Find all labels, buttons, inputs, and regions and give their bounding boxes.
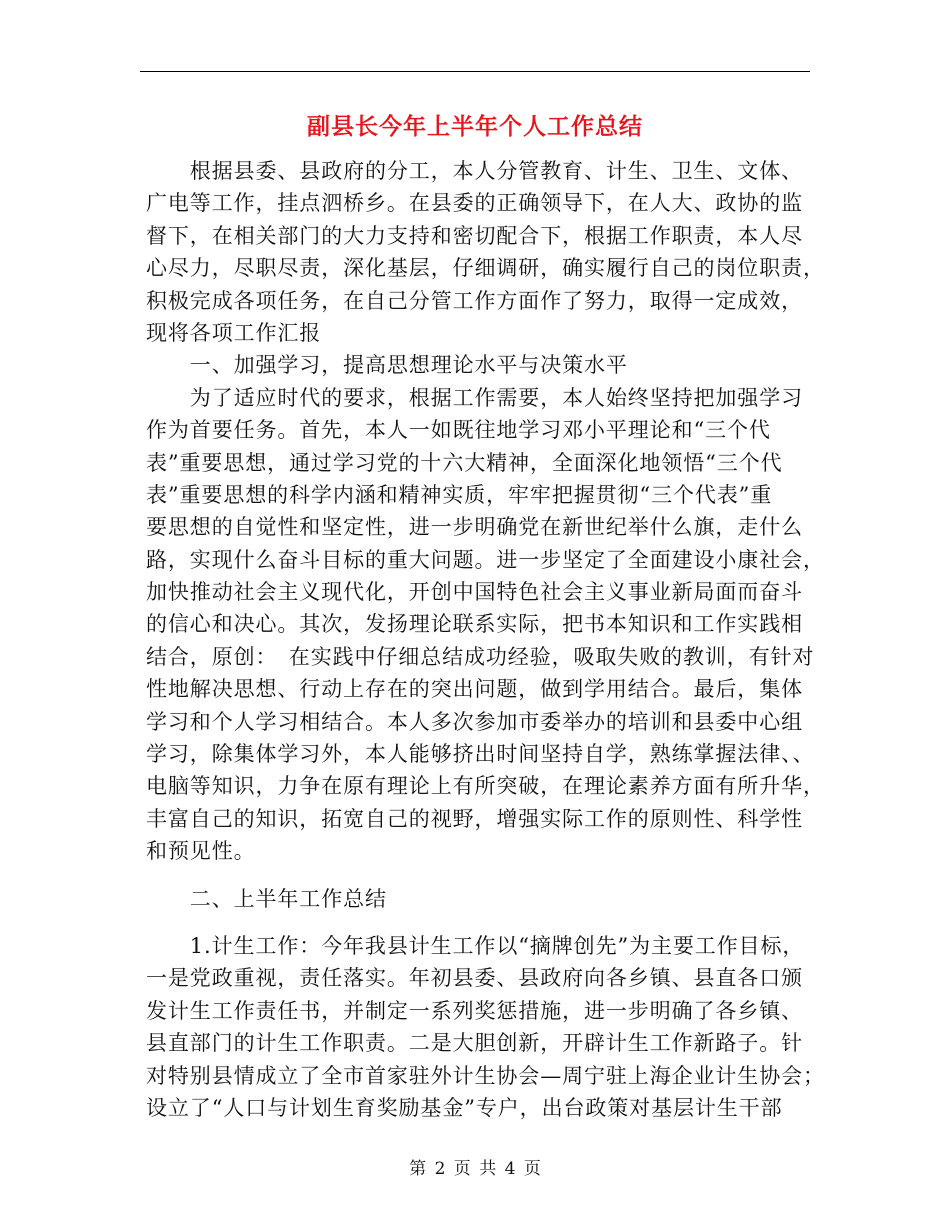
text-line: 表”重要思想，通过学习党的十六大精神，全面深化地领悟“三个代 xyxy=(146,450,783,475)
text-line: 性地解决思想、行动上存在的突出问题，做到学用结合。最后，集体 xyxy=(146,677,803,702)
text-line: 路，实现什么奋斗目标的重大问题。进一步坚定了全面建设小康社会， xyxy=(146,547,825,572)
text-line: 表”重要思想的科学内涵和精神实质，牢牢把握贯彻“三个代表”重 xyxy=(146,482,773,507)
text-line: 心尽力，尽职尽责，深化基层，仔细调研，确实履行自己的岗位职责， xyxy=(146,256,825,281)
text-line: 县直部门的计生工作职责。二是大胆创新，开辟计生工作新路子。针 xyxy=(146,1031,803,1056)
paragraph-gap xyxy=(146,868,810,883)
text-line: 结合，原创： 在实践中仔细总结成功经验，吸取失败的教训，有针对 xyxy=(146,644,815,669)
document-body xyxy=(146,155,825,1124)
text-line: 一是党政重视，责任落实。年初县委、县政府向各乡镇、县直各口颁 xyxy=(146,966,803,991)
text-line: 根据县委、县政府的分工，本人分管教育、计生、卫生、文体、 xyxy=(146,159,803,183)
text-line: 一、加强学习，提高思想理论水平与决策水平 xyxy=(146,353,628,378)
text-line: 1.计生工作：今年我县计生工作以“摘牌创先”为主要工作目标， xyxy=(146,933,805,958)
text-line: 作为首要任务。首先，本人一如既往地学习邓小平理论和“三个代 xyxy=(146,418,771,443)
paragraph-gap xyxy=(146,915,810,930)
document-title: 副县长今年上半年个人工作总结 xyxy=(307,113,643,140)
text-line: 现将各项工作汇报 xyxy=(146,320,322,345)
text-line: 电脑等知识，力争在原有理论上有所突破，在理论素养方面有所升华， xyxy=(146,774,825,799)
text-line: 和预见性。 xyxy=(146,839,256,864)
paragraph xyxy=(146,883,810,915)
text-line: 的信心和决心。其次，发扬理论联系实际，把书本知识和工作实践相 xyxy=(146,612,803,637)
page-footer: 第 2 页 共 4 页 xyxy=(409,1159,541,1179)
text-line: 要思想的自觉性和坚定性，进一步明确党在新世纪举什么旗，走什么 xyxy=(146,515,803,540)
text-line: 学习，除集体学习外，本人能够挤出时间坚持自学，熟练掌握法律、、 xyxy=(146,742,815,767)
text-line: 二、上半年工作总结 xyxy=(146,886,387,911)
text-line: 积极完成各项任务，在自己分管工作方面作了努力，取得一定成效， xyxy=(146,288,803,313)
text-line: 丰富自己的知识，拓宽自己的视野，增强实际工作的原则性、科学性 xyxy=(146,806,803,831)
text-line: 为了适应时代的要求，根据工作需要，本人始终坚持把加强学习 xyxy=(146,385,803,410)
paragraph xyxy=(146,382,825,868)
paragraph xyxy=(146,155,825,349)
text-line: 加快推动社会主义现代化，开创中国特色社会主义事业新局面而奋斗 xyxy=(146,580,803,605)
text-line: 学习和个人学习相结合。本人多次参加市委举办的培训和县委中心组 xyxy=(146,709,803,734)
text-line: 设立了“人口与计划生育奖励基金”专户，出台政策对基层计生干部 xyxy=(146,1095,783,1120)
paragraph xyxy=(146,349,810,381)
paragraph xyxy=(146,930,825,1124)
text-line: 督下，在相关部门的大力支持和密切配合下，根据工作职责，本人尽 xyxy=(146,223,803,248)
text-line: 发计生工作责任书，并制定一系列奖惩措施，进一步明确了各乡镇、 xyxy=(146,998,803,1023)
text-line: 广电等工作，挂点泗桥乡。在县委的正确领导下，在人大、政协的监 xyxy=(146,191,803,216)
header-rule xyxy=(140,71,810,72)
text-line: 对特别县情成立了全市首家驻外计生协会—周宁驻上海企业计生协会； xyxy=(146,1063,825,1088)
